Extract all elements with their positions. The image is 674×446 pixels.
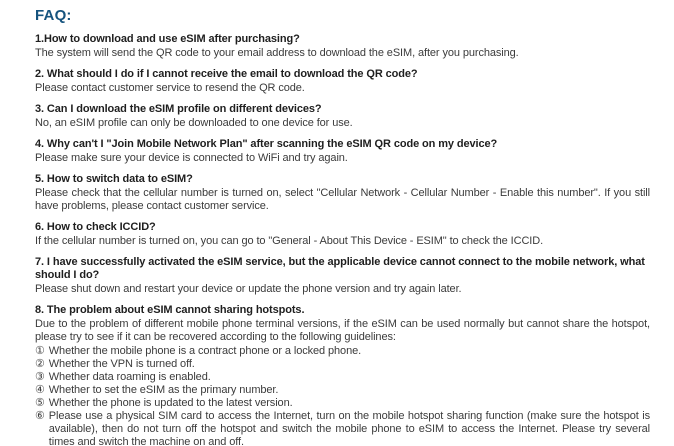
faq-question-4: 4. Why can't I "Join Mobile Network Plan" after scanning the eSIM QR code on my device? [35, 138, 498, 150]
guideline-marker-4: ④ [35, 384, 45, 396]
faq-item-4 [35, 138, 650, 165]
guideline-text-1: Whether the mobile phone is a contract phone or a locked phone. [48, 345, 362, 357]
faq-answer-6: If the cellular number is turned on, you can go to "General - About This Device - ESIM" to check the ICCID. [35, 235, 544, 247]
faq-question-6: 6. How to check ICCID? [35, 221, 156, 233]
faq-item-1 [35, 33, 650, 60]
guideline-text-4: Whether to set the eSIM as the primary number. [48, 384, 279, 396]
faq-answer-5: Please check that the cellular number is turned on, select "Cellular Network - Cellular Number - Enable this number". If you still have problems, please contact customer service. [35, 187, 650, 212]
guideline-item-4 [35, 384, 650, 397]
faq-item-8 [35, 304, 650, 446]
faq-question-1: 1.How to download and use eSIM after purchasing? [35, 33, 300, 45]
guideline-text-6: Please use a physical SIM card to access the Internet, turn on the mobile hotspot sharing function (make sure the hotspot is available), then do not turn off the hotspot and switch the mobile phone to eSIM to access the Internet. Please try several times and switch the machine on and off. [48, 410, 650, 446]
guideline-marker-6: ⑥ [35, 410, 45, 422]
faq-item-3 [35, 103, 650, 130]
faq-answer-7: Please shut down and restart your device or update the phone version and try again later. [35, 283, 462, 295]
guideline-marker-5: ⑤ [35, 397, 45, 409]
faq-question-8: 8. The problem about eSIM cannot sharing hotspots. [35, 304, 305, 316]
guideline-text-3: Whether data roaming is enabled. [48, 371, 211, 383]
guideline-item-5 [35, 397, 650, 410]
guideline-item-2 [35, 358, 650, 371]
faq-question-2: 2. What should I do if I cannot receive the email to download the QR code? [35, 68, 418, 80]
guideline-text-2: Whether the VPN is turned off. [48, 358, 195, 370]
faq-item-2 [35, 68, 650, 95]
guideline-marker-2: ② [35, 358, 45, 370]
guideline-marker-3: ③ [35, 371, 45, 383]
faq-item-7 [35, 256, 650, 296]
guideline-item-6 [35, 410, 650, 446]
faq-answer-8: Due to the problem of different mobile phone terminal versions, if the eSIM can be used normally but cannot share the hotspot, please try to see if it can be recovered according to the following guidelines: [35, 318, 650, 343]
faq-answer-2: Please contact customer service to resend the QR code. [35, 82, 305, 94]
faq-answer-1: The system will send the QR code to your email address to download the eSIM, after you purchasing. [35, 47, 519, 59]
faq-item-6 [35, 221, 650, 248]
faq-question-5: 5. How to switch data to eSIM? [35, 173, 193, 185]
guideline-list [35, 345, 650, 446]
guideline-item-1 [35, 345, 650, 358]
faq-question-7: 7. I have successfully activated the eSIM service, but the applicable device cannot connect to the mobile network, what should I do? [35, 256, 645, 281]
guideline-marker-1: ① [35, 345, 45, 357]
guideline-text-5: Whether the phone is updated to the latest version. [48, 397, 293, 409]
faq-question-3: 3. Can I download the eSIM profile on different devices? [35, 103, 322, 115]
faq-answer-4: Please make sure your device is connected to WiFi and try again. [35, 152, 348, 164]
guideline-item-3 [35, 371, 650, 384]
faq-answer-3: No, an eSIM profile can only be downloaded to one device for use. [35, 117, 353, 129]
faq-item-5 [35, 173, 650, 213]
page-title: FAQ: [35, 7, 72, 24]
